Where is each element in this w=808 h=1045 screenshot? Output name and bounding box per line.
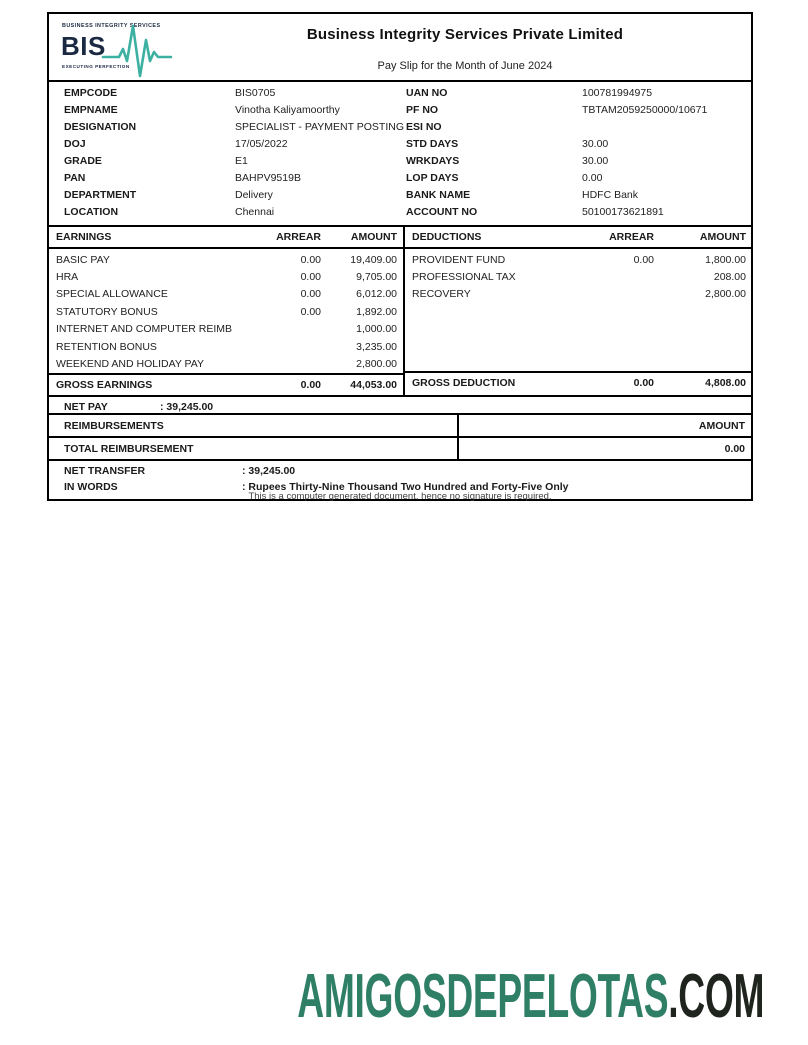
site-watermark: [297, 961, 764, 1032]
earning-amount: 9,705.00: [356, 271, 397, 284]
watermark-suffix: .COM: [668, 962, 764, 1031]
deductions-header: DEDUCTIONS: [412, 231, 482, 243]
earning-amount: 3,235.00: [356, 340, 397, 353]
employee-info-row: [49, 204, 751, 221]
field-value: Vinotha Kaliyamoorthy: [235, 104, 340, 116]
earnings-table: [49, 227, 405, 395]
field-value: 0.00: [582, 172, 603, 184]
field-label: DESIGNATION: [64, 121, 137, 133]
deduction-row: [405, 286, 751, 303]
earning-name: HRA: [56, 271, 79, 284]
watermark-main: AMIGOSDEPELOTAS: [297, 962, 669, 1031]
company-title: Business Integrity Services Private Limited: [306, 26, 624, 43]
deduction-amount: 2,800.00: [705, 288, 746, 301]
net-pay-value: : 39,245.00: [160, 400, 214, 413]
earnings-rows: [49, 249, 403, 373]
total-reimbursement-label: TOTAL REIMBURSEMENT: [49, 438, 459, 459]
total-reimbursement-row: [49, 438, 751, 461]
header-titles: [179, 14, 751, 80]
earning-arrear: 0.00: [300, 305, 321, 318]
gross-deduction-amount: 4,808.00: [705, 377, 746, 389]
net-transfer-label: NET TRANSFER: [64, 464, 146, 477]
reimbursements-header-row: [49, 415, 751, 438]
deduction-amount: 1,800.00: [705, 253, 746, 266]
field-label: LOP DAYS: [406, 172, 459, 184]
gross-deduction-label: GROSS DEDUCTION: [412, 377, 516, 389]
bis-logo-icon: [59, 18, 179, 78]
field-label: PF NO: [406, 104, 439, 116]
earnings-header: EARNINGS: [56, 231, 112, 243]
employee-info-row: [49, 153, 751, 170]
earning-name: WEEKEND AND HOLIDAY PAY: [56, 358, 205, 371]
employee-info-row: [49, 102, 751, 119]
field-value: 17/05/2022: [235, 138, 288, 150]
field-value: 100781994975: [582, 87, 653, 99]
arrear-header: ARREAR: [276, 231, 321, 243]
deduction-name: RECOVERY: [412, 288, 471, 301]
earning-amount: 6,012.00: [356, 288, 397, 301]
earning-name: RETENTION BONUS: [56, 340, 157, 353]
earning-arrear: 0.00: [300, 288, 321, 301]
field-label: DOJ: [64, 138, 86, 150]
earning-amount: 1,000.00: [356, 323, 397, 336]
net-pay-row: [49, 395, 751, 415]
payslip-document: [47, 12, 753, 501]
in-words-value: : Rupees Thirty-Nine Thousand Two Hundred and Forty-Five Only: [242, 480, 569, 493]
earning-amount: 19,409.00: [350, 253, 397, 266]
field-value: TBTAM2059250000/10671: [582, 104, 708, 116]
field-label: WRKDAYS: [406, 155, 460, 167]
employee-info-row: [49, 119, 751, 136]
deduction-name: PROVIDENT FUND: [412, 253, 506, 266]
gross-deduction-arrear: 0.00: [633, 377, 654, 389]
earning-arrear: 0.00: [300, 271, 321, 284]
computer-generated-note: This is a computer generated document, hence no signature is required.: [248, 491, 552, 502]
earnings-row: [49, 321, 403, 338]
field-label: LOCATION: [64, 206, 119, 218]
field-label: ESI NO: [406, 121, 442, 133]
earnings-row: [49, 303, 403, 320]
earnings-row: [49, 286, 403, 303]
earnings-row: [49, 268, 403, 285]
gross-deduction-row: [405, 371, 751, 393]
field-value: Chennai: [235, 206, 275, 218]
earning-name: INTERNET AND COMPUTER REIMB: [56, 323, 232, 336]
deduction-arrear: 0.00: [633, 253, 654, 266]
employee-info-row: [49, 170, 751, 187]
field-label: ACCOUNT NO: [406, 206, 478, 218]
earnings-row: [49, 338, 403, 355]
earning-name: STATUTORY BONUS: [56, 305, 158, 318]
field-label: EMPCODE: [64, 87, 118, 99]
employee-info-section: [49, 82, 751, 227]
field-value: 30.00: [582, 155, 609, 167]
arrear-header: ARREAR: [609, 231, 654, 243]
field-label: DEPARTMENT: [64, 189, 137, 201]
deduction-row: [405, 268, 751, 285]
field-label: UAN NO: [406, 87, 448, 99]
company-logo: [49, 14, 179, 80]
deductions-header-row: [405, 227, 751, 249]
amount-header: AMOUNT: [350, 231, 397, 243]
logo-acronym: BIS: [61, 31, 106, 61]
earnings-row: [49, 251, 403, 268]
earning-name: SPECIAL ALLOWANCE: [56, 288, 168, 301]
earning-amount: 2,800.00: [356, 358, 397, 371]
logo-top-text: BUSINESS INTEGRITY SERVICES: [62, 23, 161, 29]
in-words-label: IN WORDS: [64, 480, 118, 493]
deduction-name: PROFESSIONAL TAX: [412, 271, 516, 284]
earning-name: BASIC PAY: [56, 253, 110, 266]
amount-header: AMOUNT: [699, 231, 746, 243]
deductions-table: [405, 227, 751, 395]
field-value: [582, 119, 751, 136]
net-transfer-value: : 39,245.00: [242, 464, 296, 477]
gross-earnings-label: GROSS EARNINGS: [56, 378, 153, 391]
payslip-subtitle: Pay Slip for the Month of June 2024: [377, 60, 553, 72]
employee-info-row: [49, 85, 751, 102]
reimbursements-amount-header: AMOUNT: [698, 419, 745, 432]
field-value: HDFC Bank: [582, 189, 639, 201]
field-value: BIS0705: [235, 87, 276, 99]
earnings-deductions-section: [49, 227, 751, 395]
gross-earnings-arrear: 0.00: [300, 378, 321, 391]
field-value: SPECIALIST - PAYMENT POSTING: [235, 121, 405, 133]
earning-arrear: 0.00: [300, 253, 321, 266]
field-value: Delivery: [235, 189, 273, 201]
field-label: GRADE: [64, 155, 102, 167]
field-value: E1: [235, 155, 248, 167]
field-value: BAHPV9519B: [235, 172, 301, 184]
employee-info-row: [49, 187, 751, 204]
field-label: BANK NAME: [406, 189, 471, 201]
net-transfer-row: [64, 463, 751, 479]
field-value: 50100173621891: [582, 206, 664, 218]
deductions-rows: [405, 249, 751, 371]
employee-info-row: [49, 136, 751, 153]
gross-earnings-amount: 44,053.00: [350, 378, 397, 391]
reimbursements-title: REIMBURSEMENTS: [49, 415, 459, 436]
logo-bottom-text: EXECUTING PERFECTION: [62, 64, 130, 69]
net-pay-label: NET PAY: [64, 400, 108, 413]
earning-amount: 1,892.00: [356, 305, 397, 318]
payslip-header: [49, 14, 751, 82]
field-label: STD DAYS: [406, 138, 459, 150]
deduction-row: [405, 251, 751, 268]
total-reimbursement-value: 0.00: [724, 442, 745, 455]
field-label: PAN: [64, 172, 86, 184]
field-value: 30.00: [582, 138, 609, 150]
earnings-row: [49, 355, 403, 372]
field-label: EMPNAME: [64, 104, 118, 116]
gross-earnings-row: [49, 373, 403, 395]
deduction-amount: 208.00: [713, 271, 746, 284]
earnings-header-row: [49, 227, 403, 249]
